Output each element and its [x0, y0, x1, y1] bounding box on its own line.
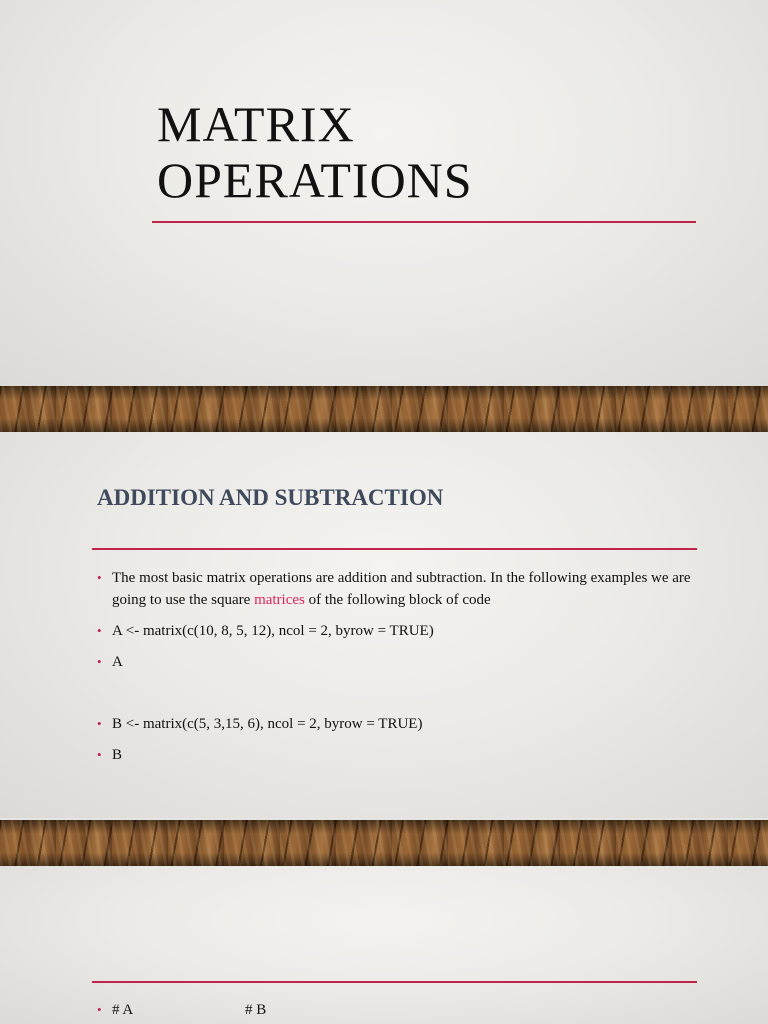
- bullet-list: [97, 620, 434, 642]
- bullet-icon: •: [97, 716, 102, 731]
- matrices-link[interactable]: matrices: [254, 592, 305, 608]
- comment-b: # B: [245, 1002, 267, 1018]
- wood-floor-divider: [0, 820, 768, 866]
- list-item: [97, 620, 434, 642]
- comment-a: # A: [112, 1002, 134, 1018]
- slide-heading: ADDITION AND SUBTRACTION: [97, 485, 444, 510]
- list-item: [97, 744, 122, 766]
- bullet-list: [97, 999, 267, 1021]
- bullet-icon: •: [97, 623, 102, 638]
- code-line-print-a: A: [112, 654, 123, 670]
- list-item: [97, 567, 697, 611]
- slide-title: [0, 0, 768, 386]
- bullet-list: [97, 651, 123, 673]
- bullet-icon: •: [97, 654, 102, 669]
- list-item: [97, 651, 123, 673]
- bullet-list: [97, 713, 422, 735]
- title-line-2: OPERATIONS: [157, 152, 473, 208]
- bullet-text: The most basic matrix operations are addition and subtraction. In the following examples we are going to use the square: [112, 570, 691, 608]
- slide-title-heading: [157, 96, 473, 208]
- title-divider: [152, 221, 696, 223]
- wood-floor-divider: [0, 386, 768, 432]
- title-line-1: MATRIX: [157, 96, 355, 152]
- heading-divider: [92, 981, 697, 983]
- heading-divider: [92, 548, 697, 550]
- bullet-list: [97, 567, 697, 611]
- bullet-list: [97, 744, 122, 766]
- bullet-icon: •: [97, 570, 102, 585]
- code-line-print-b: B: [112, 747, 123, 763]
- list-item: [97, 713, 422, 735]
- bullet-icon: •: [97, 1002, 102, 1017]
- bullet-text-tail: of the following block of code: [304, 592, 491, 608]
- code-line-b: B <- matrix(c(5, 3,15, 6), ncol = 2, byrow = TRUE): [112, 716, 423, 732]
- code-line-a: A <- matrix(c(10, 8, 5, 12), ncol = 2, byrow = TRUE): [112, 623, 434, 639]
- bullet-icon: •: [97, 747, 102, 762]
- list-item: [97, 999, 267, 1021]
